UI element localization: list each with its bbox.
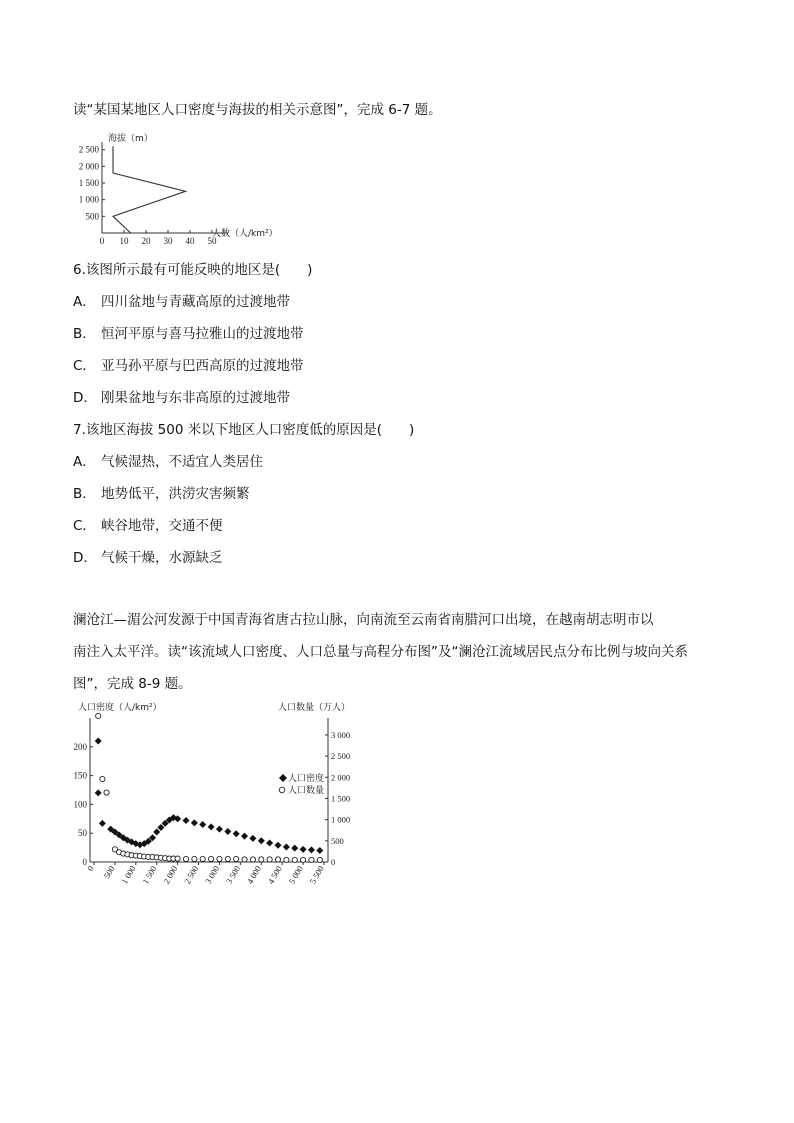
count-point bbox=[100, 776, 105, 781]
option-letter: A． bbox=[73, 294, 96, 310]
density-point bbox=[153, 829, 160, 836]
count-point bbox=[309, 857, 314, 862]
q89-intro-line3: 图”，完成 8-9 题。 bbox=[73, 676, 192, 692]
density-point bbox=[95, 789, 102, 796]
pop-left-ylabel: 人口密度（人/km²） bbox=[78, 703, 162, 713]
density-point bbox=[99, 820, 106, 827]
count-point bbox=[284, 857, 289, 862]
count-point bbox=[192, 856, 197, 861]
q7-option-a[interactable] bbox=[73, 453, 263, 471]
q7-option-b[interactable] bbox=[73, 485, 250, 503]
density-point bbox=[199, 821, 206, 828]
pop-left-tick-label: 100 bbox=[73, 799, 87, 810]
pop-x-tick-label: 4 500 bbox=[265, 864, 284, 886]
altitude-x-tick-label: 30 bbox=[163, 236, 173, 246]
altitude-density-chart bbox=[68, 132, 308, 252]
density-point bbox=[249, 835, 256, 842]
density-point bbox=[283, 844, 290, 851]
option-letter: D． bbox=[73, 550, 97, 566]
count-point bbox=[234, 856, 239, 861]
count-point bbox=[225, 856, 230, 861]
option-text: 峡谷地带，交通不便 bbox=[101, 518, 223, 534]
altitude-x-tick-label: 50 bbox=[207, 236, 217, 246]
density-point bbox=[95, 738, 102, 745]
altitude-y-tick-label: 2 500 bbox=[78, 144, 99, 155]
pop-x-tick-label: 0 bbox=[84, 864, 96, 873]
legend-count-label: 人口数量 bbox=[288, 786, 325, 796]
pop-left-tick-label: 50 bbox=[78, 828, 87, 839]
pop-x-tick-label: 5 500 bbox=[307, 864, 326, 886]
q89-intro-line2: 南注入太平洋。读“该流域人口密度、人口总量与高程分布图”及“澜沧江流域居民点分布比例与坡向关系 bbox=[73, 644, 688, 660]
count-point bbox=[275, 857, 280, 862]
option-text: 恒河平原与喜马拉雅山的过渡地带 bbox=[101, 326, 304, 342]
population-elevation-chart bbox=[72, 696, 372, 886]
density-point bbox=[266, 839, 273, 846]
count-point bbox=[96, 713, 101, 718]
pop-x-tick-label: 3 500 bbox=[223, 864, 243, 886]
pop-x-tick-label: 5 000 bbox=[286, 864, 305, 886]
option-letter: B． bbox=[73, 486, 96, 502]
pop-right-tick-label: 0 bbox=[331, 857, 336, 867]
altitude-xlabel: 人数（人/km²） bbox=[212, 229, 278, 239]
altitude-density-line bbox=[113, 146, 186, 233]
q89-intro-line1: 澜沧江—湄公河发源于中国青海省唐古拉山脉，向南流至云南省南腊河口出境，在越南胡志明市以 bbox=[73, 612, 654, 628]
count-point bbox=[242, 857, 247, 862]
altitude-x-tick-label: 0 bbox=[99, 236, 105, 246]
pop-right-tick-label: 2 500 bbox=[331, 751, 351, 762]
count-point bbox=[200, 856, 205, 861]
option-text: 刚果盆地与东非高原的过渡地带 bbox=[101, 390, 290, 406]
altitude-y-tick-label: 2 000 bbox=[78, 161, 99, 172]
pop-x-tick-label: 1 500 bbox=[140, 864, 159, 886]
density-point bbox=[275, 842, 282, 849]
density-point bbox=[258, 837, 265, 844]
q6-option-b[interactable] bbox=[73, 325, 304, 343]
count-point bbox=[208, 856, 213, 861]
q6-option-a[interactable] bbox=[73, 293, 290, 311]
pop-x-tick-label: 4 000 bbox=[244, 864, 264, 886]
pop-left-tick-label: 150 bbox=[73, 770, 87, 781]
q6-option-d[interactable] bbox=[73, 389, 290, 407]
altitude-y-tick-label: 500 bbox=[85, 211, 99, 222]
altitude-ylabel: 海拔（m） bbox=[108, 134, 153, 144]
pop-right-tick-label: 3 000 bbox=[331, 729, 351, 740]
altitude-y-tick-label: 1 500 bbox=[78, 178, 99, 188]
pop-left-tick-label: 0 bbox=[82, 857, 87, 867]
pop-right-ylabel: 人口数量（万人） bbox=[278, 703, 351, 713]
pop-x-tick-label: 2 500 bbox=[182, 864, 201, 886]
altitude-x-tick-label: 40 bbox=[185, 236, 195, 246]
option-text: 气候干燥，水源缺乏 bbox=[101, 550, 223, 566]
density-point bbox=[316, 847, 323, 854]
density-point bbox=[308, 846, 315, 853]
pop-right-tick-label: 1 000 bbox=[331, 814, 351, 825]
count-point bbox=[317, 857, 322, 862]
count-point bbox=[292, 857, 297, 862]
count-point bbox=[217, 856, 222, 861]
density-point bbox=[291, 845, 298, 852]
count-point bbox=[300, 857, 305, 862]
altitude-x-tick-label: 20 bbox=[141, 236, 151, 246]
q7-stem: 7.该地区海拔 500 米以下地区人口密度低的原因是( ) bbox=[73, 422, 415, 438]
pop-x-tick-label: 1 000 bbox=[119, 864, 138, 886]
count-point bbox=[183, 856, 188, 861]
density-point bbox=[208, 823, 215, 830]
option-text: 四川盆地与青藏高原的过渡地带 bbox=[101, 294, 290, 310]
count-point bbox=[175, 856, 180, 861]
count-point bbox=[104, 790, 109, 795]
density-point bbox=[191, 819, 198, 826]
legend-density-label: 人口密度 bbox=[288, 774, 325, 784]
q67-intro: 读“某国某地区人口密度与海拔的相关示意图”，完成 6-7 题。 bbox=[73, 102, 442, 118]
q6-stem: 6.该图所示最有可能反映的地区是( ) bbox=[73, 262, 313, 278]
pop-x-tick-label: 500 bbox=[101, 864, 117, 881]
density-point bbox=[300, 846, 307, 853]
count-point bbox=[250, 857, 255, 862]
pop-x-tick-label: 3 000 bbox=[202, 864, 222, 886]
density-point bbox=[224, 828, 231, 835]
density-point bbox=[233, 830, 240, 837]
q7-option-d[interactable] bbox=[73, 549, 223, 567]
pop-right-tick-label: 500 bbox=[331, 835, 344, 846]
legend-diamond-icon bbox=[279, 774, 287, 782]
option-text: 地势低平，洪涝灾害频繁 bbox=[101, 486, 250, 502]
pop-left-tick-label: 200 bbox=[73, 741, 87, 752]
option-letter: D． bbox=[73, 390, 97, 406]
altitude-x-tick-label: 10 bbox=[119, 236, 129, 246]
pop-right-tick-label: 1 500 bbox=[331, 793, 351, 804]
density-point bbox=[241, 833, 248, 840]
count-point bbox=[259, 857, 264, 862]
option-letter: B． bbox=[73, 326, 96, 342]
density-point bbox=[216, 826, 223, 833]
option-text: 气候湿热，不适宜人类居住 bbox=[101, 454, 263, 470]
option-letter: A． bbox=[73, 454, 96, 470]
count-point bbox=[267, 857, 272, 862]
legend-circle-icon bbox=[279, 787, 285, 793]
option-letter: C． bbox=[73, 518, 96, 534]
pop-legend bbox=[279, 772, 324, 796]
q7-option-c[interactable] bbox=[73, 517, 223, 535]
altitude-y-tick-label: 1 000 bbox=[78, 194, 99, 205]
option-letter: C． bbox=[73, 358, 96, 374]
option-text: 亚马孙平原与巴西高原的过渡地带 bbox=[101, 358, 304, 374]
density-point bbox=[183, 817, 190, 824]
q6-option-c[interactable] bbox=[73, 357, 304, 375]
pop-right-tick-label: 2 000 bbox=[331, 772, 351, 783]
pop-x-tick-label: 2 000 bbox=[161, 864, 180, 886]
